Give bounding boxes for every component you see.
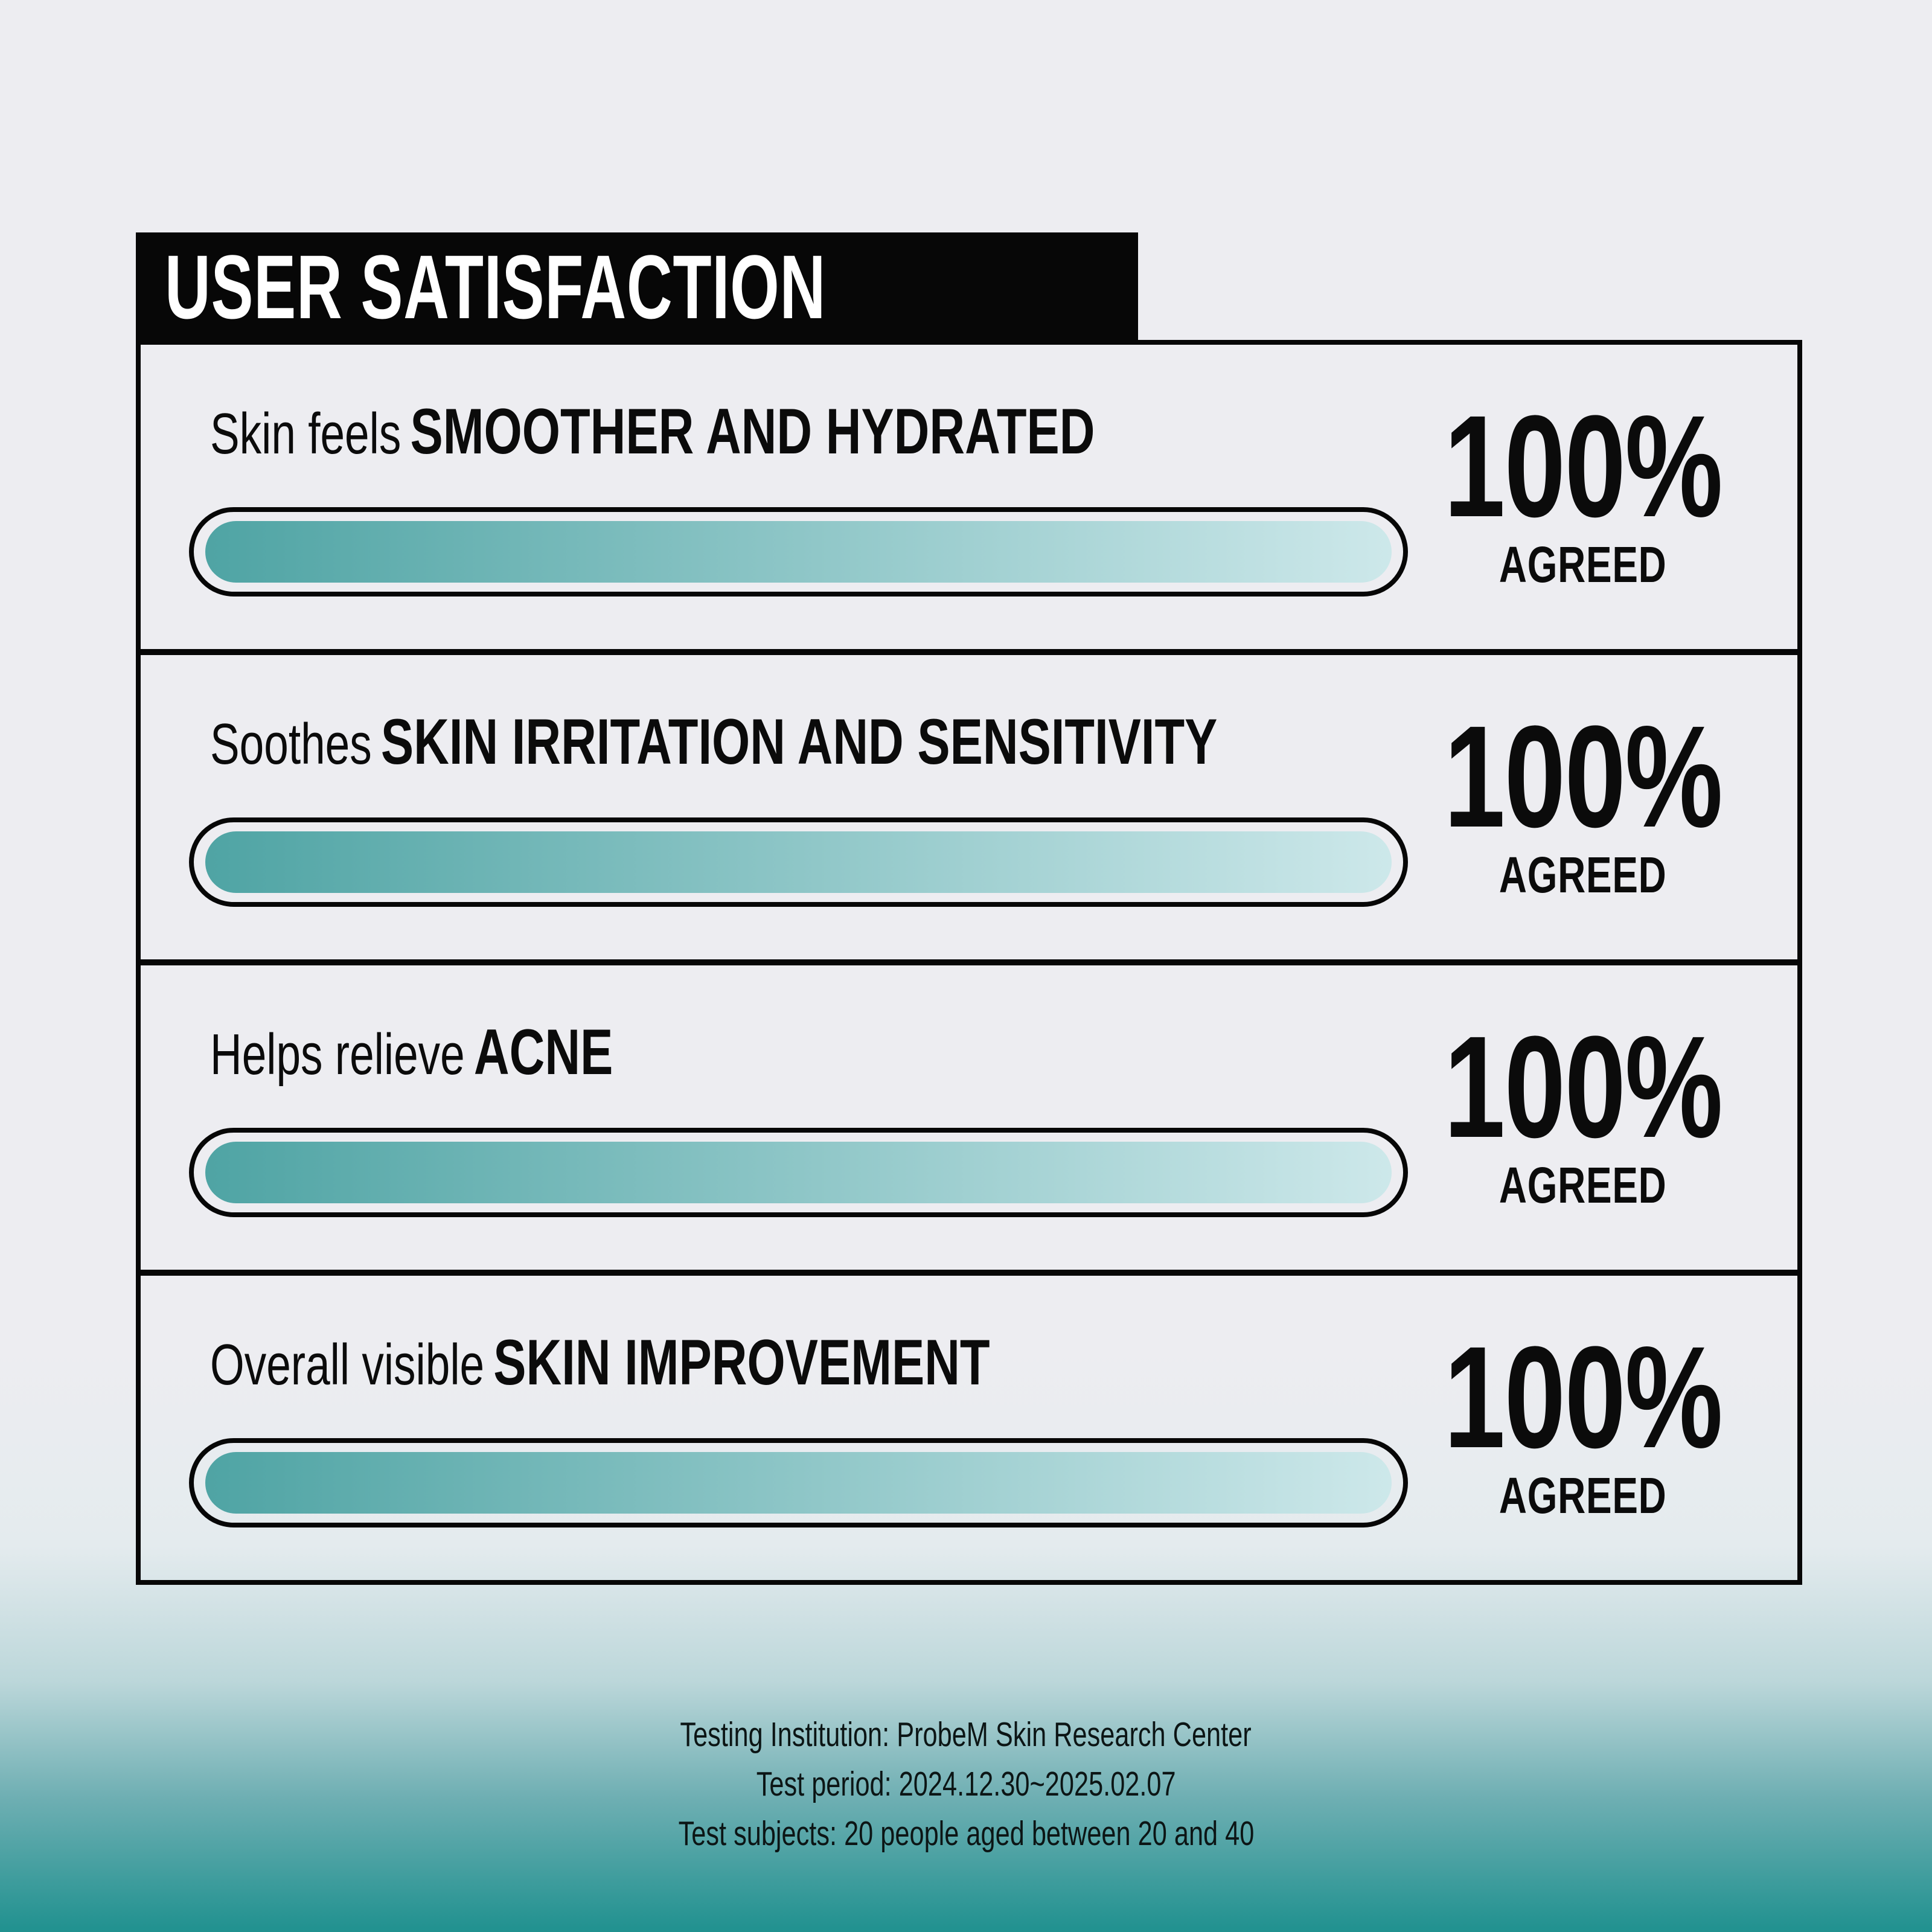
- bar-fill: [205, 521, 1392, 583]
- percent-value: 100%: [1444, 385, 1722, 548]
- percent-value: 100%: [1444, 1006, 1722, 1168]
- label-bold: SKIN IRRITATION AND SENSITIVITY: [380, 705, 1218, 778]
- label-regular: Helps relieve: [210, 1022, 465, 1087]
- footer-line-subjects: Test subjects: 20 people aged between 20 and 40: [678, 1814, 1254, 1853]
- agreed-label: AGREED: [1499, 536, 1667, 593]
- footer-line-institution: Testing Institution: ProbeM Skin Research Center: [680, 1715, 1252, 1754]
- bar-fill: [205, 831, 1392, 893]
- label-bold: SMOOTHER AND HYDRATED: [410, 394, 1095, 467]
- page-title: USER SATISFACTION: [165, 235, 827, 337]
- footer-line-period: Test period: 2024.12.30~2025.02.07: [756, 1765, 1176, 1803]
- satisfaction-panel: [136, 340, 1802, 1585]
- satisfaction-row: [141, 1270, 1797, 1580]
- row-main: [189, 1015, 1408, 1217]
- progress-track: [189, 507, 1408, 597]
- row-result: [1426, 1006, 1740, 1215]
- satisfaction-row: [141, 649, 1797, 959]
- row-label: [210, 705, 1408, 778]
- progress-track: [189, 817, 1408, 907]
- agreed-label: AGREED: [1499, 1467, 1667, 1524]
- row-label: [210, 1325, 1408, 1398]
- label-regular: Overall visible: [210, 1332, 485, 1397]
- label-regular: Skin feels: [210, 401, 401, 466]
- progress-track: [189, 1438, 1408, 1527]
- bar-fill: [205, 1452, 1392, 1514]
- bar-fill: [205, 1142, 1392, 1203]
- row-main: [189, 1325, 1408, 1527]
- row-label: [210, 394, 1408, 467]
- row-result: [1426, 1316, 1740, 1525]
- title-box: [136, 232, 1138, 341]
- agreed-label: AGREED: [1499, 846, 1667, 903]
- row-result: [1426, 696, 1740, 904]
- percent-value: 100%: [1444, 696, 1722, 858]
- row-main: [189, 394, 1408, 597]
- row-label: [210, 1015, 1408, 1088]
- label-bold: ACNE: [473, 1015, 613, 1088]
- satisfaction-row: [141, 959, 1797, 1270]
- row-result: [1426, 385, 1740, 594]
- footer: [0, 1710, 1932, 1858]
- satisfaction-row: [141, 345, 1797, 649]
- label-regular: Soothes: [210, 711, 372, 776]
- progress-track: [189, 1128, 1408, 1217]
- percent-value: 100%: [1444, 1316, 1722, 1479]
- agreed-label: AGREED: [1499, 1156, 1667, 1214]
- row-main: [189, 705, 1408, 907]
- label-bold: SKIN IMPROVEMENT: [493, 1325, 990, 1398]
